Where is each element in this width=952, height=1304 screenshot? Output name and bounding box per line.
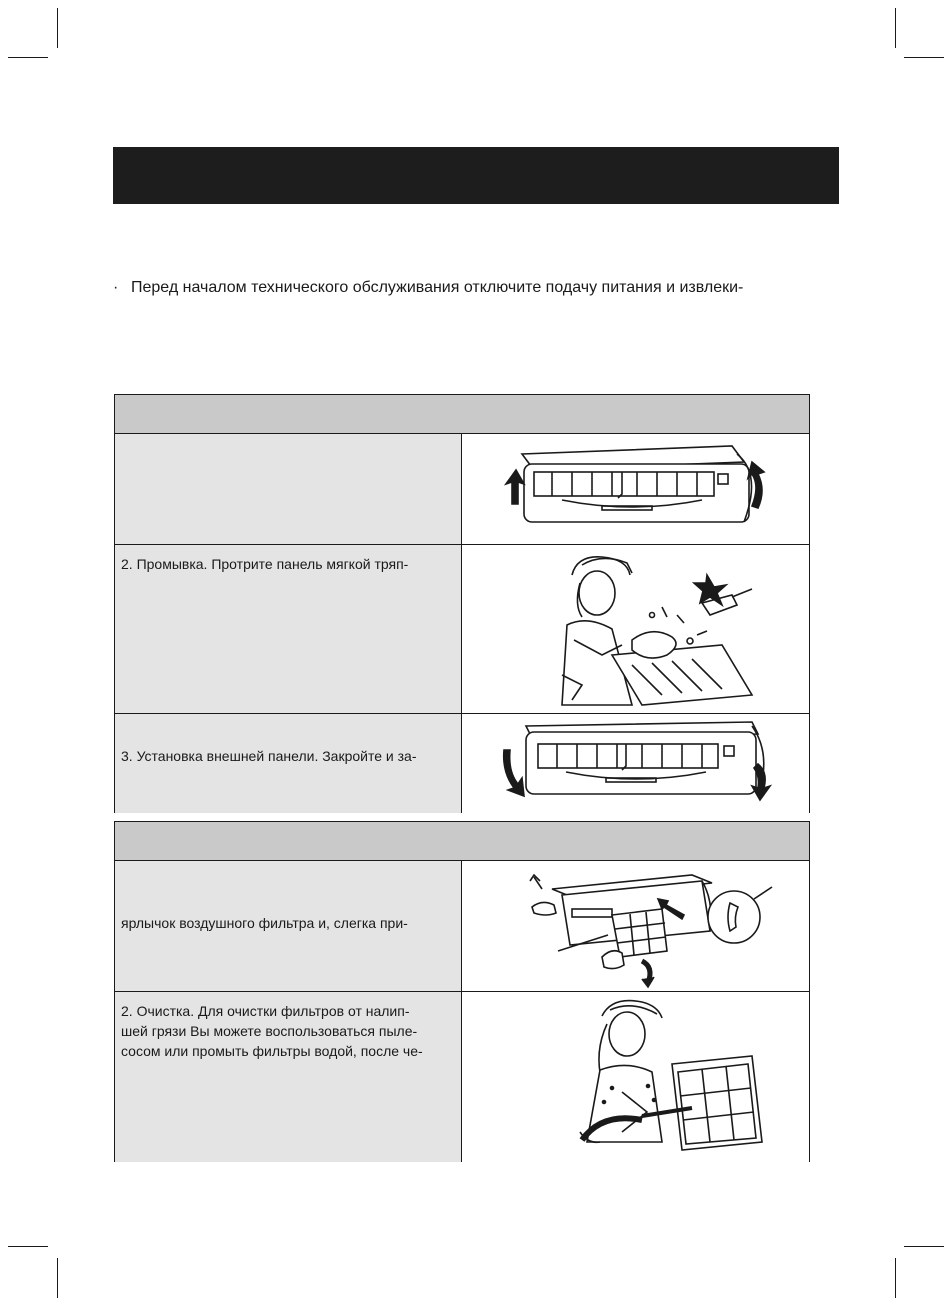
crop-mark	[8, 57, 48, 58]
row-text: 3. Установка внешней панели. Закройте и за-	[115, 714, 462, 813]
table-row	[115, 714, 809, 813]
table-header	[115, 822, 809, 861]
intro-text: Перед началом технического обслуживания отключите подачу питания и извлеки-	[131, 279, 744, 296]
filter-removal-icon	[462, 861, 809, 991]
crop-mark	[904, 1246, 944, 1247]
filter-cleaning-table	[114, 821, 810, 1162]
row-text: ярлычок воздушного фильтра и, слегка при-	[115, 861, 462, 991]
woman-washing-panel-icon	[462, 545, 809, 713]
crop-mark	[8, 1246, 48, 1247]
bullet: ·	[113, 279, 119, 296]
crop-mark	[57, 8, 58, 48]
row-text: 2. Очистка. Для очистки фильтров от налип- шей грязи Вы можете воспользоваться пыле- сосом или промыть фильтры водой, после че-	[115, 992, 462, 1162]
section-title-bar	[113, 147, 839, 204]
panel-cleaning-table	[114, 394, 810, 813]
ac-unit-panel-close-icon	[462, 714, 809, 813]
crop-mark	[904, 57, 944, 58]
table-row	[115, 992, 809, 1162]
intro-paragraph	[113, 277, 853, 299]
table-row	[115, 434, 809, 545]
table-row	[115, 861, 809, 992]
ac-unit-panel-open-icon	[462, 434, 809, 544]
row-text	[115, 434, 462, 544]
woman-vacuum-filter-icon	[462, 992, 809, 1162]
table-header	[115, 395, 809, 434]
crop-mark	[895, 8, 896, 48]
row-text: 2. Промывка. Протрите панель мягкой тряп-	[115, 545, 462, 713]
crop-mark	[57, 1258, 58, 1298]
crop-mark	[895, 1258, 896, 1298]
table-row	[115, 545, 809, 714]
